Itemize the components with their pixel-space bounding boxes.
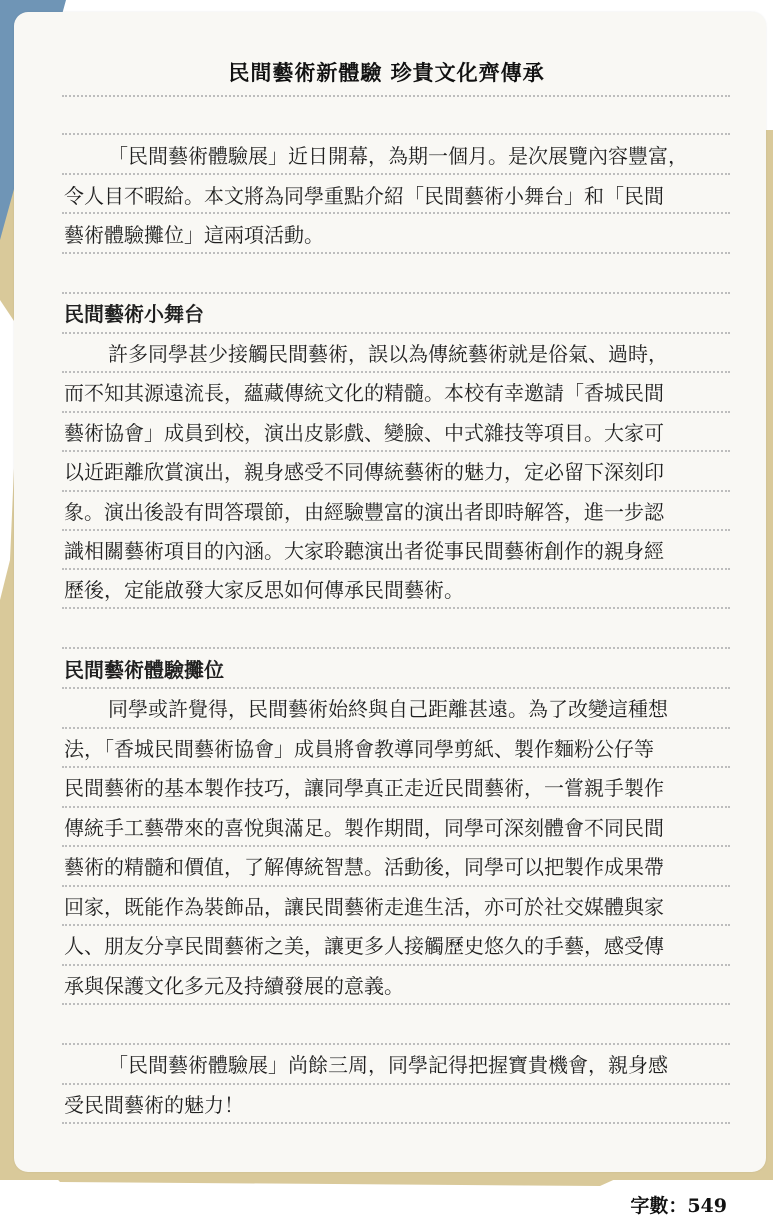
stage-paragraph-line: 識相關藝術項目的內涵。大家聆聽演出者從事民間藝術創作的親身經 <box>64 539 664 563</box>
ruled-line <box>62 1083 730 1085</box>
ruled-line <box>62 1122 730 1124</box>
booth-paragraph-line: 法，「香城民間藝術協會」成員將會教導同學剪紙、製作麵粉公仔等 <box>64 737 654 761</box>
booth-paragraph-line: 民間藝術的基本製作技巧，讓同學真正走近民間藝術，一嘗親手製作 <box>64 776 664 800</box>
stage-paragraph-line: 象。演出後設有問答環節，由經驗豐富的演出者即時解答，進一步認 <box>64 500 664 524</box>
ruled-line <box>62 490 730 492</box>
ruled-line <box>62 885 730 887</box>
ruled-line <box>62 806 730 808</box>
ruled-line <box>62 212 730 214</box>
ruled-line <box>62 292 730 294</box>
word-count: 字數：549 <box>630 1195 727 1217</box>
stage-paragraph-line: 歷後，定能啟發大家反思如何傳承民間藝術。 <box>64 578 464 602</box>
booth-paragraph-line: 回家，既能作為裝飾品，讓民間藝術走進生活，亦可於社交媒體與家 <box>64 895 664 919</box>
ruled-line <box>62 964 730 966</box>
ruled-line <box>62 95 730 97</box>
ruled-line <box>62 568 730 570</box>
booth-paragraph-line: 人、朋友分享民間藝術之美，讓更多人接觸歷史悠久的手藝，感受傳 <box>64 934 664 958</box>
ruled-line <box>62 173 730 175</box>
ruled-line <box>62 133 730 135</box>
stage-paragraph-line: 藝術協會」成員到校，演出皮影戲、變臉、中式雜技等項目。大家可 <box>64 421 664 445</box>
ruled-line <box>62 647 730 649</box>
ruled-line <box>62 332 730 334</box>
stage-paragraph-line: 以近距離欣賞演出，親身感受不同傳統藝術的魅力，定必留下深刻印 <box>64 460 664 484</box>
booth-paragraph-line: 傳統手工藝帶來的喜悅與滿足。製作期間，同學可深刻體會不同民間 <box>64 816 664 840</box>
article-title: 民間藝術新體驗 珍貴文化齊傳承 <box>228 60 545 85</box>
closing-line: 受民間藝術的魅力！ <box>64 1093 244 1117</box>
intro-line: 令人目不暇給。本文將為同學重點介紹「民間藝術小舞台」和「民間 <box>64 184 664 208</box>
ruled-line <box>62 924 730 926</box>
booth-paragraph-line: 藝術的精髓和價值，了解傳統智慧。活動後，同學可以把製作成果帶 <box>64 855 664 879</box>
stage-paragraph-line: 許多同學甚少接觸民間藝術，誤以為傳統藝術就是俗氣、過時， <box>108 342 668 366</box>
section-heading-stage: 民間藝術小舞台 <box>64 302 204 326</box>
intro-line: 「民間藝術體驗展」近日開幕，為期一個月。是次展覽內容豐富， <box>108 144 688 168</box>
ruled-line <box>62 766 730 768</box>
stage-paragraph-line: 而不知其源遠流長，蘊藏傳統文化的精髓。本校有幸邀請「香城民間 <box>64 381 664 405</box>
closing-line: 「民間藝術體驗展」尚餘三周，同學記得把握寶貴機會，親身感 <box>108 1053 668 1077</box>
ruled-line <box>62 371 730 373</box>
ruled-line <box>62 1003 730 1005</box>
ruled-line <box>62 687 730 689</box>
ruled-line <box>62 607 730 609</box>
ruled-line <box>62 845 730 847</box>
ruled-line <box>62 727 730 729</box>
booth-paragraph-line: 承與保護文化多元及持續發展的意義。 <box>64 974 404 998</box>
ruled-line <box>62 252 730 254</box>
section-heading-booth: 民間藝術體驗攤位 <box>64 658 224 682</box>
ruled-line <box>62 529 730 531</box>
ruled-line <box>62 1043 730 1045</box>
ruled-line <box>62 450 730 452</box>
intro-line: 藝術體驗攤位」這兩項活動。 <box>64 223 324 247</box>
ruled-line <box>62 411 730 413</box>
booth-paragraph-line: 同學或許覺得，民間藝術始終與自己距離甚遠。為了改變這種想 <box>108 697 668 721</box>
